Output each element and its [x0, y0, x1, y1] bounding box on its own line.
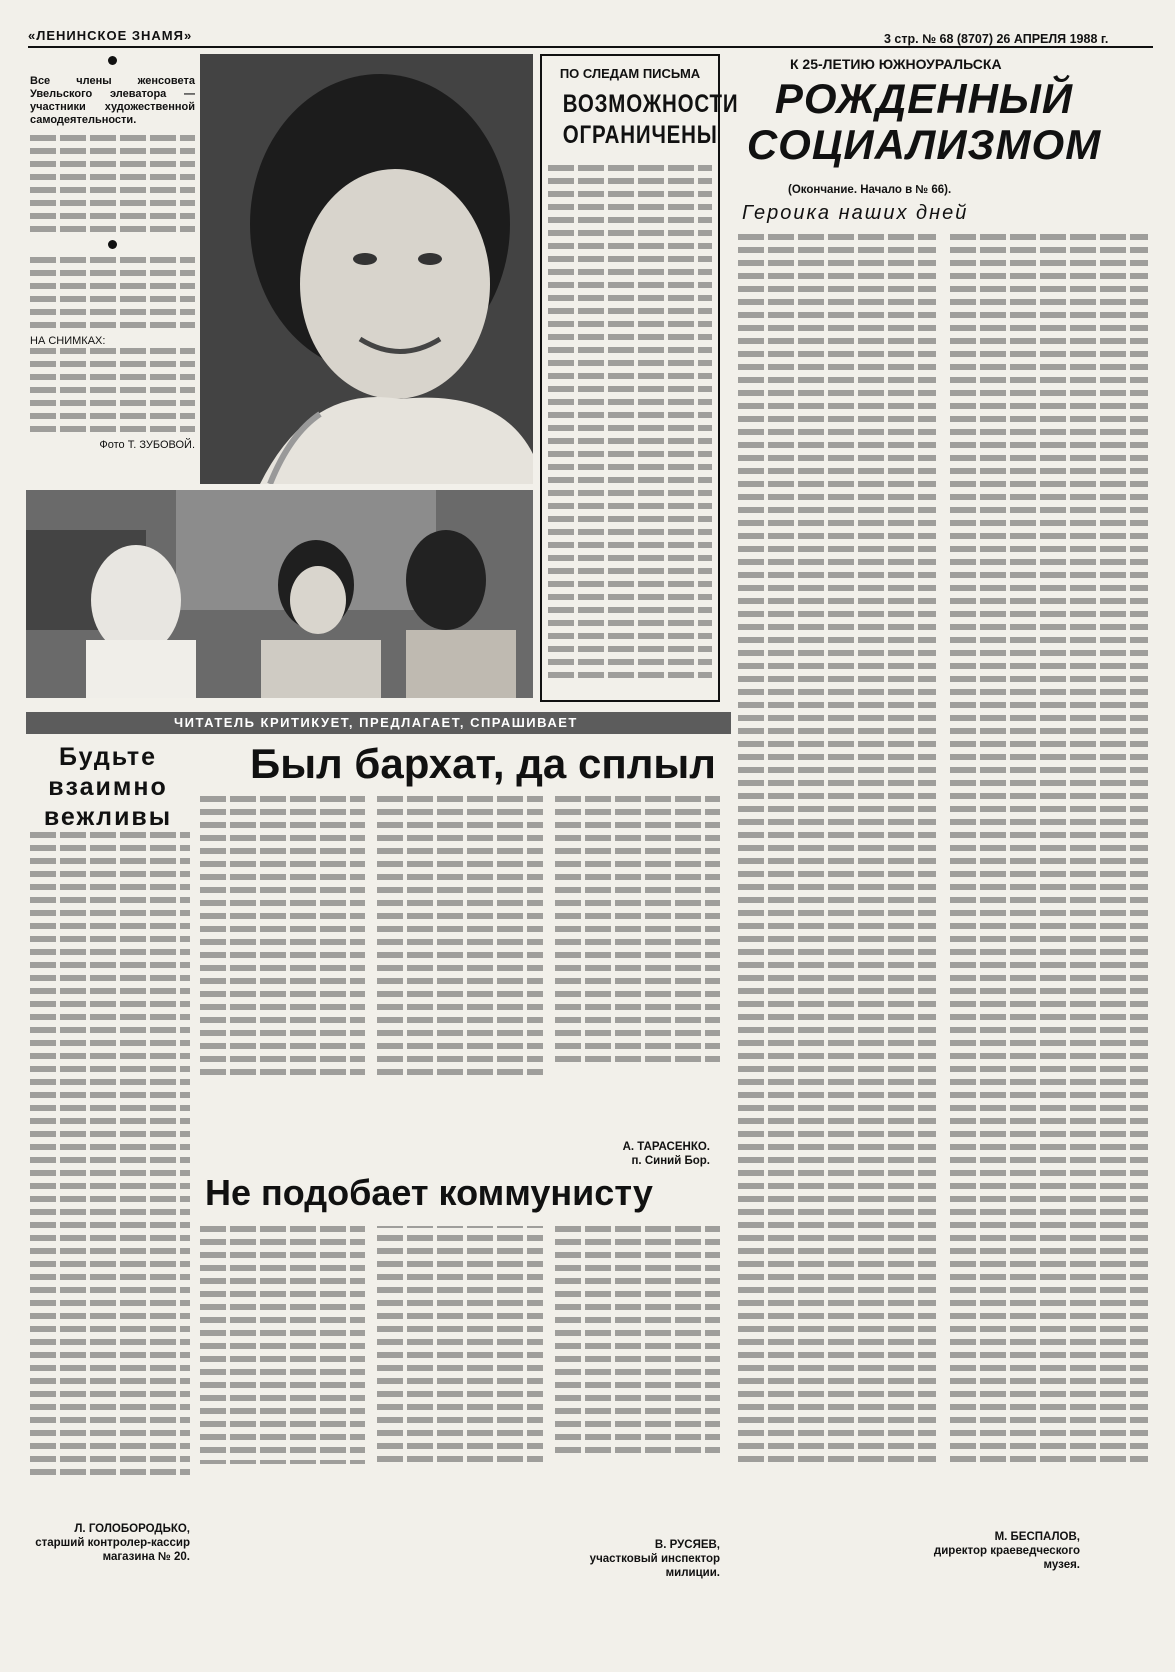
workplace-photo — [26, 490, 533, 698]
section-bar — [26, 712, 731, 734]
communist-signature — [560, 1538, 720, 1580]
polite-author: Л. ГОЛОБОРОДЬКО, — [74, 1523, 190, 1535]
anniversary-author-title: директор краеведческого музея. — [933, 1545, 1080, 1571]
polite-body — [30, 832, 190, 1512]
polite-signature — [30, 1522, 190, 1564]
letter-headline: ВОЗМОЖНОСТИ ОГРАНИЧЕНЫ — [562, 90, 739, 149]
velvet-signature — [560, 1140, 710, 1168]
communist-headline: Не подобает коммунисту — [205, 1172, 653, 1213]
photo-caption-label: НА СНИМКАХ: — [30, 335, 106, 347]
communist-author-title: участковый инспектор милиции. — [589, 1553, 720, 1579]
bullet — [108, 240, 117, 249]
section-bar-label: ЧИТАТЕЛЬ КРИТИКУЕТ, ПРЕДЛАГАЕТ, СПРАШИВАЕТ — [174, 715, 578, 730]
anniversary-subhead: Героика наших дней — [742, 202, 969, 224]
velvet-headline: Был бархат, да сплыл — [250, 740, 716, 787]
caption-intro: Все члены женсовета Увельского элеватора — участники художественной самодеятельности. — [30, 75, 195, 126]
masthead-rule — [28, 46, 1153, 48]
velvet-author-place: п. Синий Бор. — [631, 1155, 710, 1167]
anniversary-continuation: (Окончание. Начало в № 66). — [788, 184, 952, 196]
anniversary-kicker: К 25-ЛЕТИЮ ЮЖНОУРАЛЬСКА — [790, 56, 1002, 72]
letter-article-box — [540, 54, 739, 702]
issue-line: 3 стр. № 68 (8707) 26 АПРЕЛЯ 1988 г. — [884, 32, 1109, 46]
communist-body — [200, 1226, 720, 1526]
communist-author: В. РУСЯЕВ, — [654, 1539, 720, 1551]
bullet — [108, 56, 117, 65]
polite-author-title: старший контролер-кассир магазина № 20. — [35, 1537, 190, 1563]
anniversary-body — [738, 234, 1148, 1519]
velvet-author: А. ТАРАСЕНКО. — [622, 1141, 710, 1153]
anniversary-headline: РОЖДЕННЫЙ СОЦИАЛИЗМОМ — [746, 75, 1102, 168]
anniversary-author: М. БЕСПАЛОВ, — [994, 1531, 1080, 1543]
velvet-body — [200, 796, 720, 1126]
anniversary-signature — [900, 1530, 1080, 1572]
portrait-photo — [200, 54, 533, 484]
caption-column — [30, 56, 195, 452]
newspaper-name: «ЛЕНИНСКОЕ ЗНАМЯ» — [28, 28, 193, 43]
letter-kicker: ПО СЛЕДАМ ПИСЬМА — [559, 66, 701, 81]
photo-credit: Фото Т. ЗУБОВОЙ. — [99, 439, 195, 451]
polite-headline: Будьте взаимно вежливы — [43, 743, 173, 831]
